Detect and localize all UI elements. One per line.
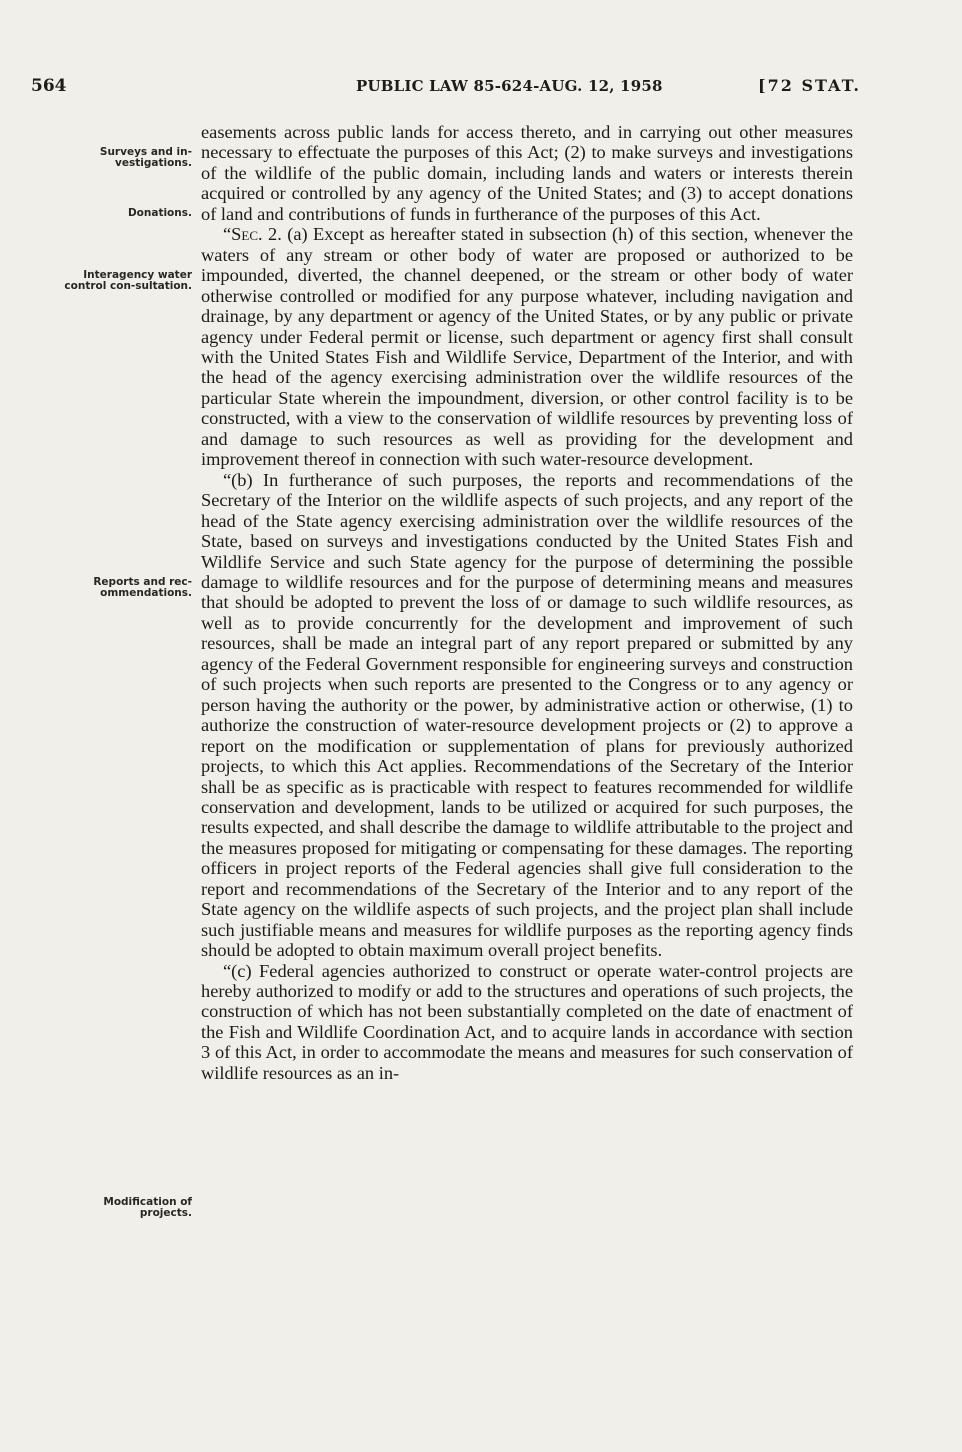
margin-note-modification: Modification of projects. [103, 1196, 192, 1219]
open-quote: “ [223, 224, 232, 245]
margin-note-donations: Donations. [127, 207, 192, 219]
section-label: Sec. [231, 224, 263, 245]
page-header [31, 76, 861, 100]
margin-note-interagency: Interagency water control con-sultation. [64, 269, 192, 292]
paragraph-section-2b: “(b) In furtherance of such purposes, the reports and recommendations of the Secretary of the Interior on the wildlife aspects of such projects, and any report of the head of the State agency exercising administration over the wildlife resources of the State, based on surveys and investigations conducted by the United States Fish and Wildlife Service and such State agency for the purpose of determining the possible damage to wildlife resources and for the purpose of determining means and measures that should be adopted to prevent the loss of or damage to such wildlife resources, as well as to provide concurrently for the development and improvement of such resources, shall be made an integral part of any report prepared or submitted by any agency of the Federal Government responsible for engineering surveys and construction of such projects when such reports are presented to the Congress or to any agency or person having the authority or the power, by administrative action or otherwise, (1) to authorize the construction of water-resource development projects or (2) to approve a report on the modification or supplementation of plans for previously authorized projects, to which this Act applies. Recommendations of the Secretary of the Interior shall be as specific as is practicable with respect to features recommended for wildlife conservation and development, lands to be utilized or acquired for such purposes, the results expected, and shall describe the damage to wildlife attributable to the project and the measures proposed for mitigating or compensating for these damages. The reporting officers in project reports of the Federal agencies shall give full consideration to the report and recommendations of the Secretary of the Interior and to any report of the State agency on the wildlife aspects of such projects, and the project plan shall include such justifiable means and measures for wildlife purposes as the reporting agency finds should be adopted to obtain maximum overall project benefits. [201, 469, 853, 961]
paragraph-section-1-continued: easements across public lands for access thereto, and in carrying out other measures necessary to effectuate the purposes of this Act; (2) to make surveys and investigations of the wildlife of the public domain, including lands and waters or interests therein acquired or controlled by any agency of the United States; and (3) to accept donations of land and contributions of funds in furtherance of the purposes of this Act. [201, 122, 853, 224]
paragraph-section-2c: “(c) Federal agencies authorized to construct or operate water-control projects are hereby authorized to modify or add to the structures and operations of such projects, the construction of which has not been substantially completed on the date of enactment of the Fish and Wildlife Coordination Act, and to acquire lands in accordance with section 3 of this Act, in order to accommodate the means and measures for such conservation of wildlife resources as an in- [201, 960, 853, 1083]
margin-note-surveys: Surveys and in-vestigations. [99, 146, 192, 169]
running-title: PUBLIC LAW 85-624-AUG. 12, 1958 [356, 77, 663, 95]
page-number: 564 [31, 76, 67, 96]
statute-reference: [72 STAT. [758, 76, 861, 95]
body-text [201, 122, 853, 1083]
margin-note-reports: Reports and rec-ommendations. [93, 576, 192, 599]
paragraph-section-2a-text: 2. (a) Except as hereafter stated in subsection (h) of this section, whenever the waters of any stream or other body of water are proposed or authorized to be impounded, diverted, the channel deepened, or the stream or other body of water otherwise controlled or modified for any purpose whatever, including navigation and drainage, by any department or agency of the United States, or by any public or private agency under Federal permit or license, such department or agency first shall consult with the United States Fish and Wildlife Service, Department of the Interior, and with the head of the agency exercising administration over the wildlife resources of the particular State wherein the impoundment, diversion, or other control facility is to be constructed, with a view to the conservation of wildlife resources by preventing loss of and damage to such resources as well as providing for the development and improvement thereof in connection with such water-resource development. [201, 224, 853, 470]
paragraph-section-2a [201, 224, 853, 469]
